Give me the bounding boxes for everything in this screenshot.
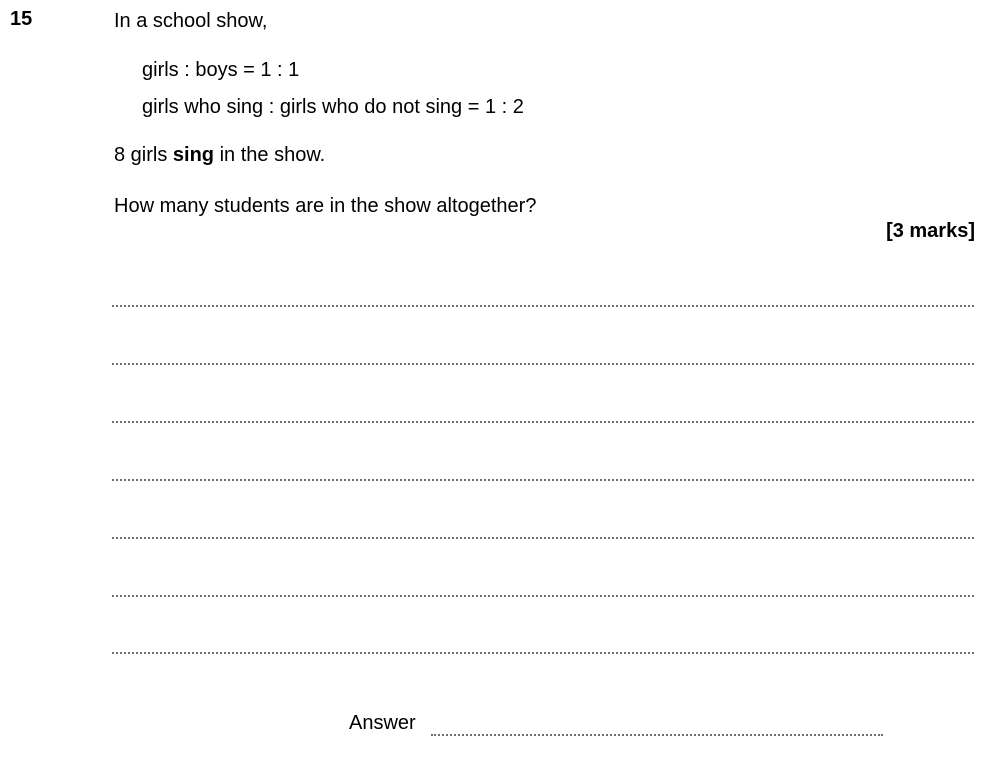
working-line-7[interactable] — [112, 652, 974, 654]
answer-line[interactable] — [431, 734, 883, 736]
working-line-3[interactable] — [112, 421, 974, 423]
working-line-2[interactable] — [112, 363, 974, 365]
working-line-1[interactable] — [112, 305, 974, 307]
answer-label: Answer — [349, 712, 416, 734]
working-line-4[interactable] — [112, 479, 974, 481]
question-prompt: How many students are in the show altogether? — [114, 195, 537, 217]
statement-text-before: 8 girls — [114, 144, 173, 166]
question-intro: In a school show, — [114, 10, 268, 32]
working-line-6[interactable] — [112, 595, 974, 597]
statement-emphasis: sing — [172, 144, 215, 166]
marks-label: [3 marks] — [886, 220, 975, 242]
statement-text-after: in the show. — [214, 144, 326, 166]
question-number: 15 — [10, 8, 33, 30]
working-line-5[interactable] — [112, 537, 974, 539]
ratio-girls-boys: girls : boys = 1 : 1 — [142, 59, 300, 81]
ratio-singers: girls who sing : girls who do not sing = 1 : 2 — [142, 96, 524, 118]
statement — [114, 143, 325, 167]
